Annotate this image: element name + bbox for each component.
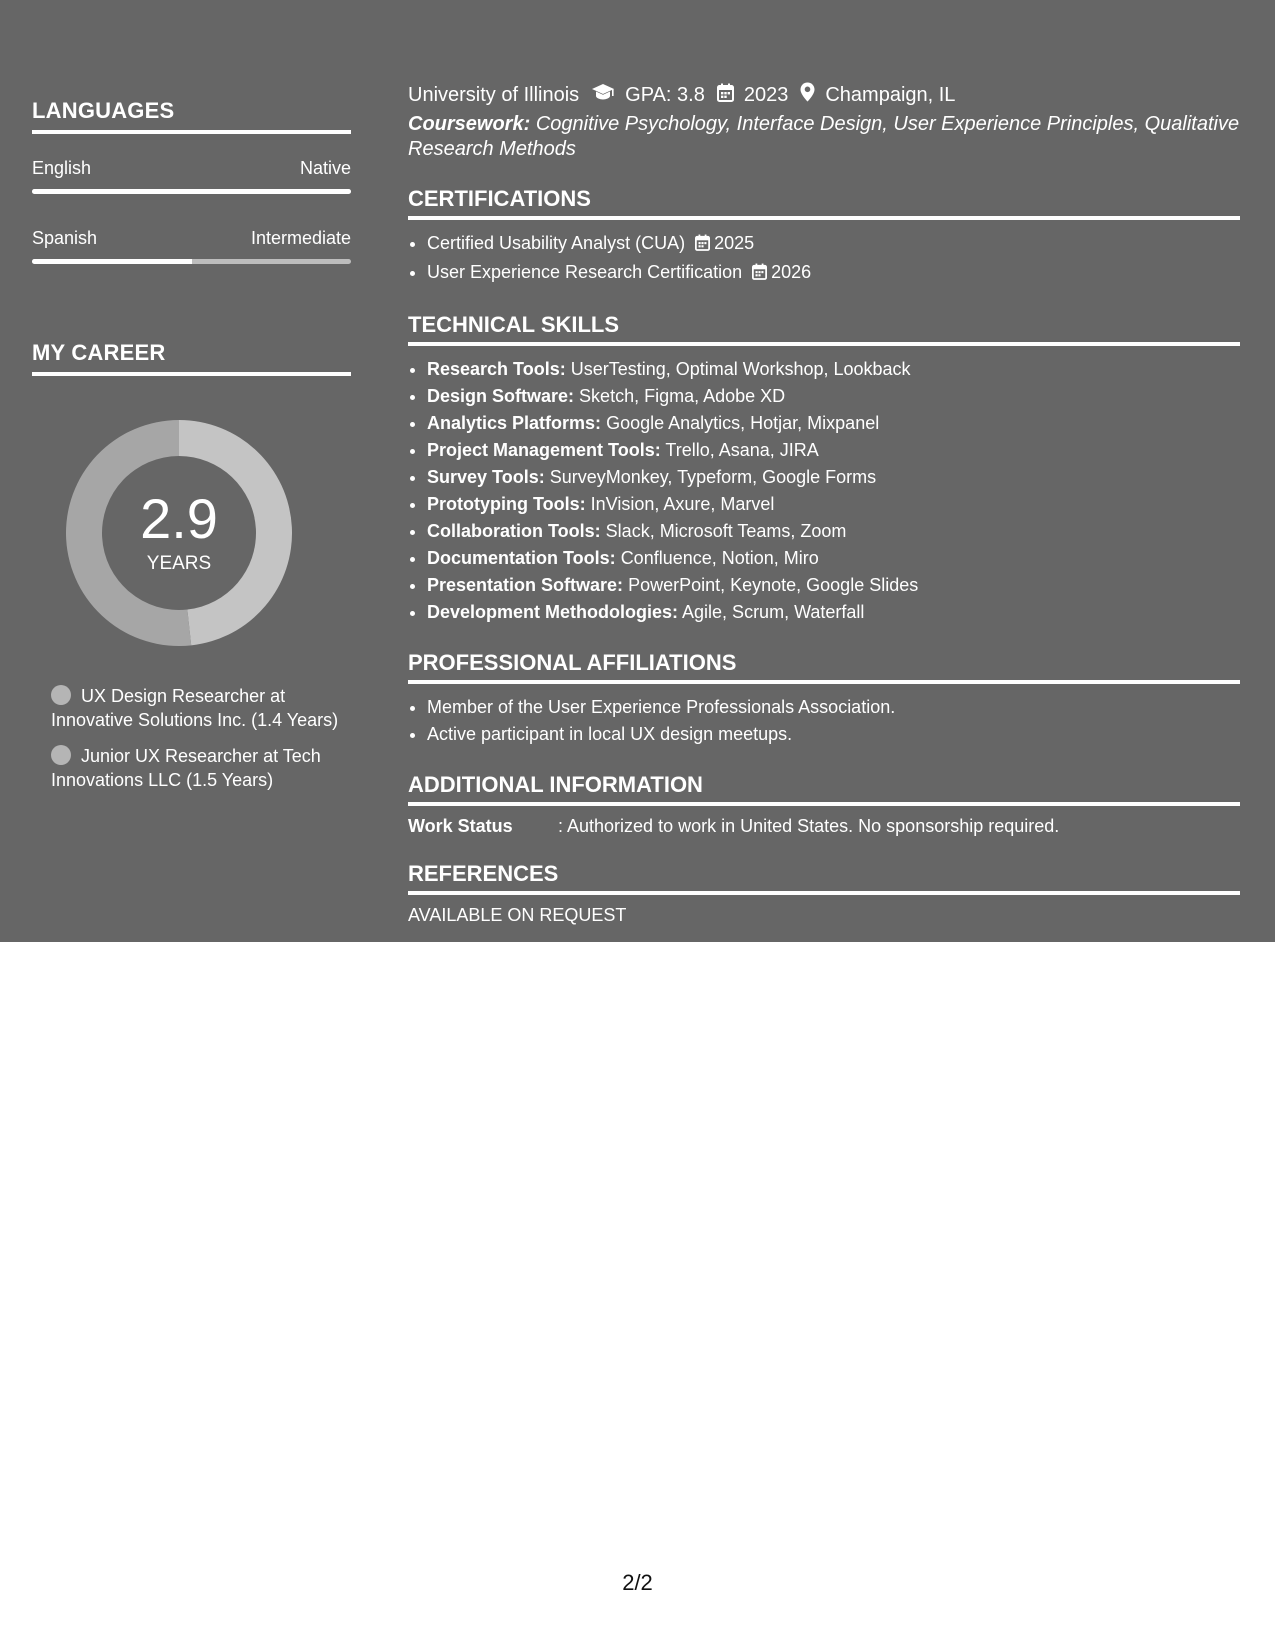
graduation-cap-icon	[591, 83, 615, 107]
calendar-icon	[695, 232, 710, 259]
language-name: Spanish	[32, 228, 98, 248]
references-heading: REFERENCES	[408, 861, 1240, 895]
skill-label: Prototyping Tools:	[427, 494, 586, 514]
skill-value: Google Analytics, Hotjar, Mixpanel	[606, 413, 880, 433]
work-status-label: Work Status	[408, 816, 513, 836]
language-level: Intermediate	[250, 228, 351, 248]
right-column	[408, 82, 1240, 926]
skill-label: Research Tools:	[427, 359, 566, 379]
skill-item	[427, 599, 1240, 626]
legend-label: Junior UX Researcher at Tech Innovations LLC (1.5 Years)	[51, 746, 321, 790]
skill-item	[427, 410, 1240, 437]
education-coursework	[408, 112, 1240, 162]
languages-heading: LANGUAGES	[32, 98, 351, 134]
certifications-list	[408, 230, 1240, 288]
certification-year: 2025	[714, 233, 755, 253]
donut-center	[66, 420, 292, 646]
skill-value: SurveyMonkey, Typeform, Google Forms	[549, 467, 877, 487]
skill-value: UserTesting, Optimal Workshop, Lookback	[570, 359, 911, 379]
work-status-value: : Authorized to work in United States. No sponsorship required.	[558, 816, 1060, 836]
legend-item	[51, 744, 351, 792]
skill-label: Presentation Software:	[427, 575, 624, 595]
certification-name: User Experience Research Certification	[427, 262, 743, 282]
affiliation-item: • Member of the User Experience Professionals Association.	[427, 694, 1240, 721]
skill-item	[427, 491, 1240, 518]
language-proficiency-bar	[32, 189, 351, 194]
certifications-heading: CERTIFICATIONS	[408, 186, 1240, 220]
certification-item	[427, 259, 1240, 288]
work-status-row	[408, 816, 1240, 837]
page-number: 2/2	[622, 1570, 653, 1595]
skill-label: Analytics Platforms:	[427, 413, 602, 433]
legend-dot-icon	[51, 685, 71, 705]
certification-name: Certified Usability Analyst (CUA)	[427, 233, 686, 253]
career-heading: MY CAREER	[32, 340, 351, 376]
skill-value: PowerPoint, Keynote, Google Slides	[628, 575, 919, 595]
skill-label: Collaboration Tools:	[427, 521, 601, 541]
education-school: University of Illinois	[408, 83, 580, 106]
career-total-unit: YEARS	[146, 553, 212, 574]
skill-value: Agile, Scrum, Waterfall	[682, 602, 865, 622]
skill-label: Survey Tools:	[427, 467, 545, 487]
career-total-value: 2.9	[140, 487, 218, 550]
technical-skills-heading: TECHNICAL SKILLS	[408, 312, 1240, 346]
affiliations-list	[408, 694, 1240, 748]
language-proficiency-bar	[32, 259, 351, 264]
skill-value: Trello, Asana, JIRA	[665, 440, 819, 460]
skill-value: Slack, Microsoft Teams, Zoom	[605, 521, 847, 541]
affiliations-heading: PROFESSIONAL AFFILIATIONS	[408, 650, 1240, 684]
calendar-icon	[752, 261, 767, 288]
education-year: 2023	[743, 83, 789, 106]
education-location: Champaign, IL	[825, 83, 956, 106]
map-pin-icon	[800, 82, 815, 108]
skill-item	[427, 437, 1240, 464]
career-legend	[51, 684, 351, 792]
career-donut-chart	[66, 420, 292, 646]
additional-info-heading: ADDITIONAL INFORMATION	[408, 772, 1240, 806]
skill-label: Project Management Tools:	[427, 440, 661, 460]
skill-item	[427, 545, 1240, 572]
affiliation-item: • Active participant in local UX design meetups.	[427, 721, 1240, 748]
references-text: AVAILABLE ON REQUEST	[408, 905, 627, 925]
skill-label: Development Methodologies:	[427, 602, 679, 622]
skill-value: Sketch, Figma, Adobe XD	[579, 386, 786, 406]
skill-item	[427, 518, 1240, 545]
skill-label: Design Software:	[427, 386, 575, 406]
skill-label: Documentation Tools:	[427, 548, 616, 568]
skill-item	[427, 356, 1240, 383]
language-item	[32, 158, 351, 194]
certification-year: 2026	[771, 262, 812, 282]
language-proficiency-fill	[32, 189, 351, 194]
language-item	[32, 228, 351, 264]
skill-item	[427, 383, 1240, 410]
language-name: English	[32, 158, 92, 178]
language-proficiency-fill	[32, 259, 192, 264]
calendar-icon	[717, 83, 734, 108]
language-level: Native	[299, 158, 351, 178]
technical-skills-list	[408, 356, 1240, 626]
legend-label: UX Design Researcher at Innovative Solutions Inc. (1.4 Years)	[51, 686, 339, 730]
skill-value: Confluence, Notion, Miro	[620, 548, 819, 568]
coursework-text: Cognitive Psychology, Interface Design, User Experience Principles, Qualitative Research Methods	[408, 113, 1240, 160]
legend-item	[51, 684, 351, 732]
skill-item	[427, 572, 1240, 599]
coursework-label: Coursework:	[408, 113, 531, 135]
education-gpa: GPA: 3.8	[625, 83, 705, 106]
skill-item	[427, 464, 1240, 491]
certification-item	[427, 230, 1240, 259]
skill-value: InVision, Axure, Marvel	[590, 494, 775, 514]
education-line	[408, 82, 1240, 108]
left-column	[32, 98, 351, 804]
legend-dot-icon	[51, 745, 71, 765]
